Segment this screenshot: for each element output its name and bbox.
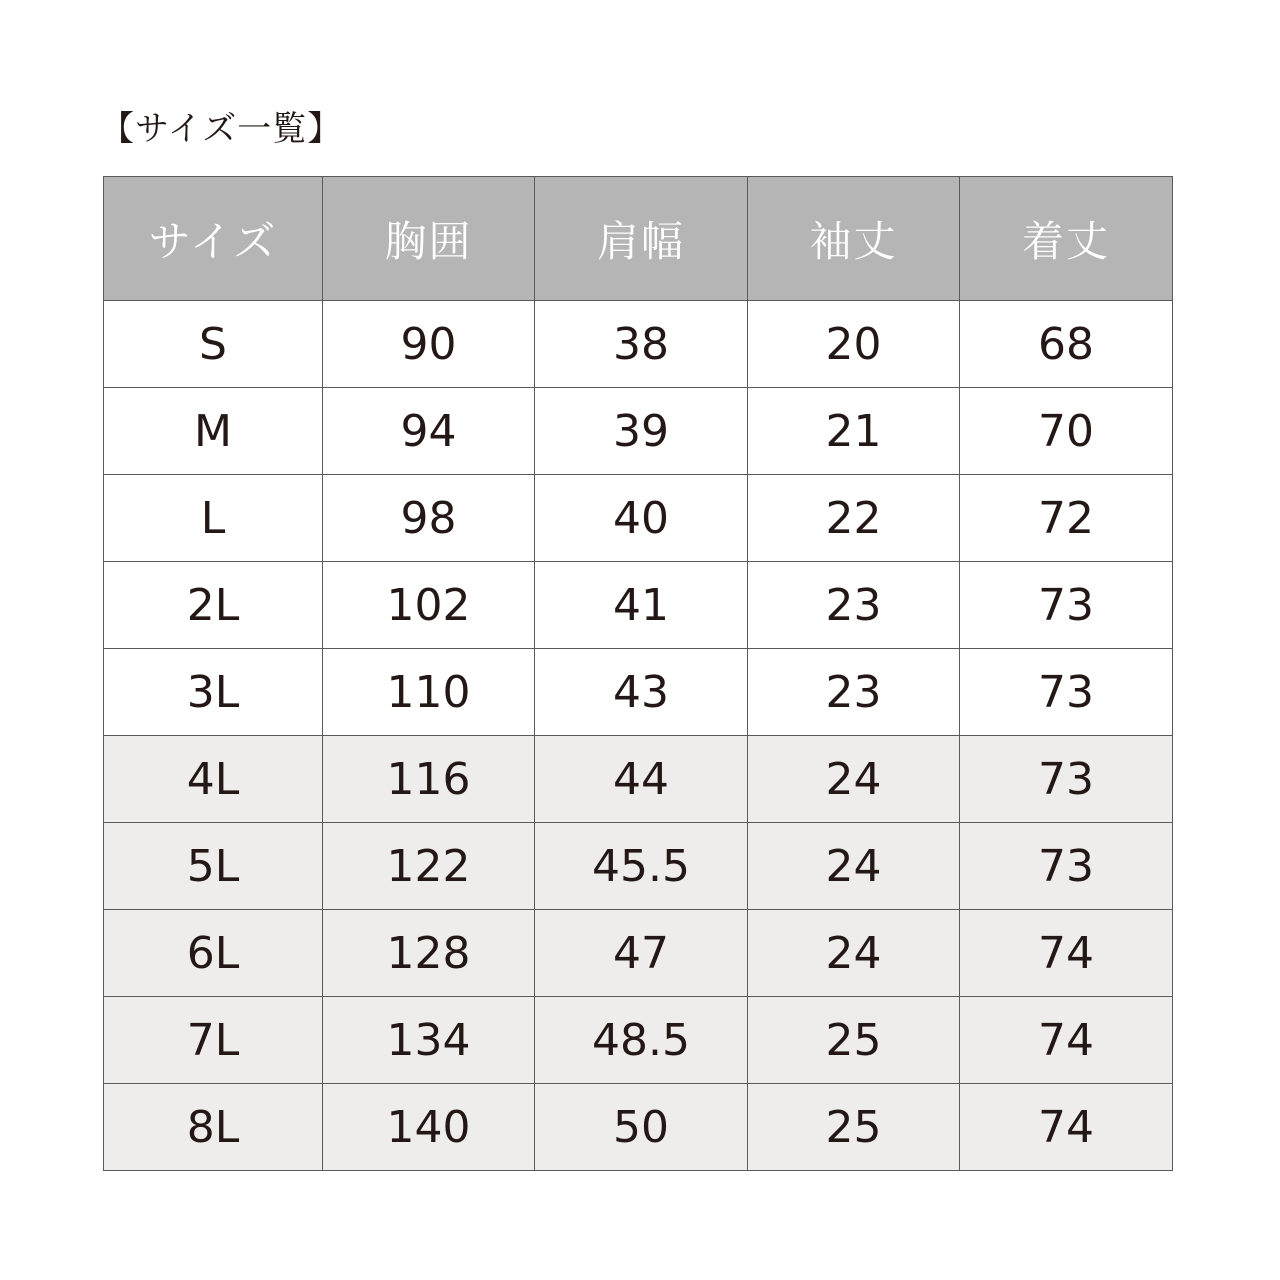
table-row (104, 649, 1173, 736)
cell-sleeve-length: 25 (748, 1084, 960, 1171)
cell-chest: 102 (323, 562, 535, 649)
cell-size: 6L (104, 910, 323, 997)
cell-shoulder-width: 44 (535, 736, 748, 823)
cell-chest: 94 (323, 388, 535, 475)
header-shoulder-width: 肩幅 (535, 177, 748, 301)
cell-size: 8L (104, 1084, 323, 1171)
cell-chest: 122 (323, 823, 535, 910)
cell-body-length: 74 (960, 1084, 1173, 1171)
header-size: サイズ (104, 177, 323, 301)
header-sleeve-length: 袖丈 (748, 177, 960, 301)
cell-shoulder-width: 48.5 (535, 997, 748, 1084)
cell-size: 3L (104, 649, 323, 736)
cell-size: 7L (104, 997, 323, 1084)
header-chest: 胸囲 (323, 177, 535, 301)
table-row (104, 301, 1173, 388)
page-title: 【サイズ一覧】 (100, 109, 343, 149)
cell-chest: 116 (323, 736, 535, 823)
cell-size: 4L (104, 736, 323, 823)
cell-sleeve-length: 21 (748, 388, 960, 475)
cell-size: 5L (104, 823, 323, 910)
cell-chest: 134 (323, 997, 535, 1084)
cell-shoulder-width: 40 (535, 475, 748, 562)
table-row (104, 388, 1173, 475)
cell-body-length: 73 (960, 562, 1173, 649)
cell-shoulder-width: 43 (535, 649, 748, 736)
cell-sleeve-length: 20 (748, 301, 960, 388)
cell-size: S (104, 301, 323, 388)
table-header-row (104, 177, 1173, 301)
cell-shoulder-width: 38 (535, 301, 748, 388)
cell-size: 2L (104, 562, 323, 649)
cell-chest: 140 (323, 1084, 535, 1171)
cell-body-length: 73 (960, 736, 1173, 823)
cell-size: M (104, 388, 323, 475)
cell-shoulder-width: 50 (535, 1084, 748, 1171)
table-row (104, 1084, 1173, 1171)
cell-chest: 128 (323, 910, 535, 997)
cell-shoulder-width: 47 (535, 910, 748, 997)
cell-sleeve-length: 25 (748, 997, 960, 1084)
cell-sleeve-length: 24 (748, 823, 960, 910)
table-body (104, 301, 1173, 1171)
cell-chest: 90 (323, 301, 535, 388)
cell-shoulder-width: 45.5 (535, 823, 748, 910)
table-row (104, 475, 1173, 562)
cell-sleeve-length: 23 (748, 562, 960, 649)
cell-sleeve-length: 22 (748, 475, 960, 562)
cell-body-length: 74 (960, 997, 1173, 1084)
cell-sleeve-length: 24 (748, 910, 960, 997)
table-row (104, 997, 1173, 1084)
table-row (104, 823, 1173, 910)
table-row (104, 736, 1173, 823)
cell-size: L (104, 475, 323, 562)
cell-body-length: 72 (960, 475, 1173, 562)
cell-sleeve-length: 24 (748, 736, 960, 823)
cell-sleeve-length: 23 (748, 649, 960, 736)
cell-body-length: 68 (960, 301, 1173, 388)
cell-shoulder-width: 41 (535, 562, 748, 649)
cell-body-length: 73 (960, 823, 1173, 910)
size-table (103, 176, 1173, 1171)
cell-chest: 98 (323, 475, 535, 562)
cell-chest: 110 (323, 649, 535, 736)
cell-body-length: 70 (960, 388, 1173, 475)
cell-body-length: 74 (960, 910, 1173, 997)
header-body-length: 着丈 (960, 177, 1173, 301)
table-row (104, 562, 1173, 649)
cell-body-length: 73 (960, 649, 1173, 736)
table-row (104, 910, 1173, 997)
cell-shoulder-width: 39 (535, 388, 748, 475)
